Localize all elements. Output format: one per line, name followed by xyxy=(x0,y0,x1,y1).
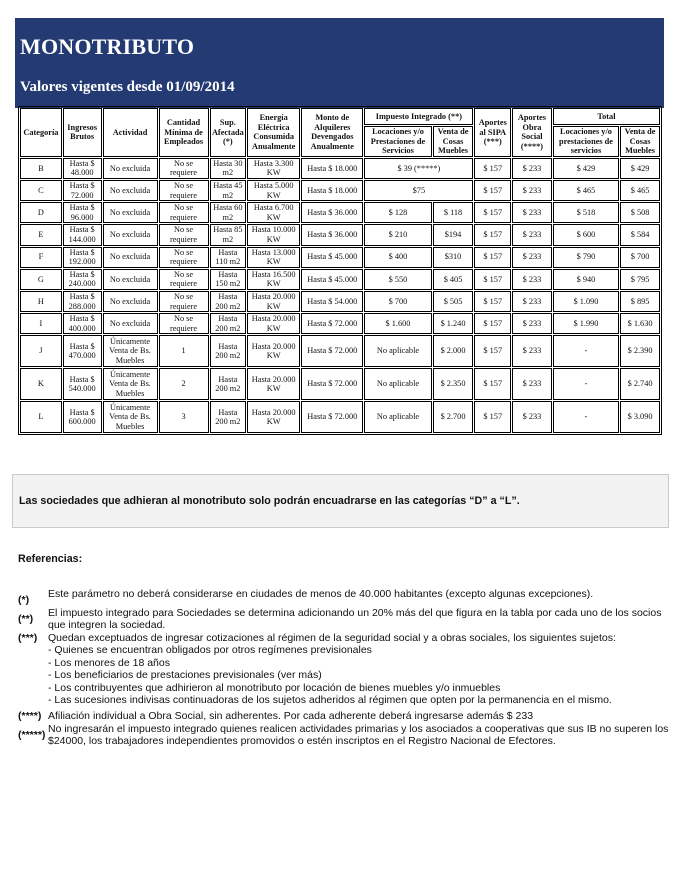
cell-empleados: No se requiere xyxy=(159,313,209,334)
exception-item: - Los beneficiarios de prestaciones previsionales (ver más) xyxy=(48,669,322,682)
cell-energia: Hasta 5.000 KW xyxy=(247,180,300,201)
cell-energia: Hasta 20.000 KW xyxy=(247,368,300,400)
header-impuesto-group: Impuesto Integrado (**) xyxy=(364,108,473,125)
cell-empleados: No se requiere xyxy=(159,247,209,268)
cell-ingresos: Hasta $ 240.000 xyxy=(63,269,102,290)
cell-superficie: Hasta 110 m2 xyxy=(210,247,247,268)
exception-item: - Quienes se encuentran obligados por otros regímenes previsionales xyxy=(48,644,372,657)
note-text: Las sociedades que adhieran al monotributo solo podrán encuadrarse en las categorías “D” a “L”. xyxy=(19,495,520,507)
cell-impuesto-locaciones: No aplicable xyxy=(364,335,431,367)
cell-impuesto-locaciones: $ 1.600 xyxy=(364,313,431,334)
cell-categoria: H xyxy=(20,291,62,312)
cell-energia: Hasta 20.000 KW xyxy=(247,291,300,312)
cell-energia: Hasta 10.000 KW xyxy=(247,224,300,245)
cell-total-venta: $ 584 xyxy=(620,224,660,245)
cell-total-venta: $ 3.090 xyxy=(620,401,660,433)
reference-label: (***) xyxy=(18,632,38,644)
reference-5 xyxy=(18,723,668,749)
header-energia: Energía Eléctrica Consumida Anualmente xyxy=(247,108,300,157)
cell-categoria: I xyxy=(20,313,62,334)
header-superficie: Sup. Afectada (*) xyxy=(210,108,247,157)
table-row xyxy=(20,202,660,223)
cell-superficie: Hasta 200 m2 xyxy=(210,335,247,367)
monotributo-table xyxy=(18,106,662,435)
exception-item: - Las sucesiones indivisas continuadoras de los sujetos adheridos al régimen que opten por la permanencia en el mismo. xyxy=(48,694,612,706)
cell-superficie: Hasta 60 m2 xyxy=(210,202,247,223)
cell-categoria: G xyxy=(20,269,62,290)
cell-total-venta: $ 895 xyxy=(620,291,660,312)
cell-actividad: No excluida xyxy=(103,247,158,268)
cell-empleados: 3 xyxy=(159,401,209,433)
cell-impuesto-venta: $ 405 xyxy=(433,269,474,290)
reference-3 xyxy=(18,632,668,710)
cell-impuesto-locaciones: No aplicable xyxy=(364,368,431,400)
cell-alquileres: Hasta $ 18.000 xyxy=(301,158,363,179)
cell-total-venta: $ 465 xyxy=(620,180,660,201)
cell-empleados: No se requiere xyxy=(159,269,209,290)
cell-total-locaciones: $ 1.990 xyxy=(553,313,619,334)
cell-total-venta: $ 1.630 xyxy=(620,313,660,334)
references-title: Referencias: xyxy=(18,553,83,565)
cell-categoria: K xyxy=(20,368,62,400)
cell-superficie: Hasta 200 m2 xyxy=(210,401,247,433)
cell-alquileres: Hasta $ 18.000 xyxy=(301,180,363,201)
reference-text: El impuesto integrado para Sociedades se determina adicionando un 20% más del que figura en la tabla por cada uno de los socios que integren la sociedad. xyxy=(48,607,662,632)
cell-energia: Hasta 20.000 KW xyxy=(247,313,300,334)
cell-total-locaciones: $ 600 xyxy=(553,224,619,245)
cell-categoria: J xyxy=(20,335,62,367)
cell-categoria: B xyxy=(20,158,62,179)
cell-ingresos: Hasta $ 192.000 xyxy=(63,247,102,268)
cell-total-venta: $ 2.740 xyxy=(620,368,660,400)
cell-actividad: No excluida xyxy=(103,291,158,312)
cell-alquileres: Hasta $ 45.000 xyxy=(301,247,363,268)
cell-total-locaciones: $ 1.090 xyxy=(553,291,619,312)
cell-ingresos: Hasta $ 400.000 xyxy=(63,313,102,334)
table-row xyxy=(20,224,660,245)
cell-categoria: L xyxy=(20,401,62,433)
header-alquileres: Monto de Alquileres Devengados Anualmente xyxy=(301,108,363,157)
cell-actividad: No excluida xyxy=(103,202,158,223)
table-row xyxy=(20,291,660,312)
cell-impuesto-venta: $194 xyxy=(433,224,474,245)
cell-impuesto-locaciones: $ 400 xyxy=(364,247,431,268)
header-empleados: Cantidad Mínima de Empleados xyxy=(159,108,209,157)
cell-obra-social: $ 233 xyxy=(512,335,552,367)
cell-total-locaciones: - xyxy=(553,335,619,367)
cell-obra-social: $ 233 xyxy=(512,180,552,201)
cell-total-locaciones: $ 465 xyxy=(553,180,619,201)
header-impuesto-venta: Venta de Cosas Muebles xyxy=(433,126,474,157)
header-actividad: Actividad xyxy=(103,108,158,157)
cell-impuesto-locaciones: $ 700 xyxy=(364,291,431,312)
cell-obra-social: $ 233 xyxy=(512,368,552,400)
header-obra-social: Aportes Obra Social (****) xyxy=(512,108,552,157)
cell-ingresos: Hasta $ 96.000 xyxy=(63,202,102,223)
cell-energia: Hasta 20.000 KW xyxy=(247,335,300,367)
table-row xyxy=(20,269,660,290)
cell-sipa: $ 157 xyxy=(474,269,511,290)
reference-label: (*****) xyxy=(18,729,46,741)
cell-total-venta: $ 795 xyxy=(620,269,660,290)
cell-superficie: Hasta 30 m2 xyxy=(210,158,247,179)
cell-alquileres: Hasta $ 72.000 xyxy=(301,368,363,400)
cell-total-locaciones: $ 790 xyxy=(553,247,619,268)
cell-impuesto-locaciones: $ 128 xyxy=(364,202,431,223)
reference-2 xyxy=(18,607,668,633)
cell-total-venta: $ 2.390 xyxy=(620,335,660,367)
cell-actividad: Únicamente Venta de Bs. Muebles xyxy=(103,401,158,433)
cell-impuesto-venta: $310 xyxy=(433,247,474,268)
cell-actividad: No excluida xyxy=(103,224,158,245)
header-total-locaciones: Locaciones y/o prestaciones de servicios xyxy=(553,126,619,157)
reference-label: (**) xyxy=(18,613,34,625)
cell-superficie: Hasta 45 m2 xyxy=(210,180,247,201)
cell-impuesto-locaciones: $ 550 xyxy=(364,269,431,290)
header-sipa: Aportes al SIPA (***) xyxy=(474,108,511,157)
cell-empleados: 2 xyxy=(159,368,209,400)
cell-impuesto-locaciones: $ 210 xyxy=(364,224,431,245)
cell-sipa: $ 157 xyxy=(474,313,511,334)
cell-superficie: Hasta 200 m2 xyxy=(210,291,247,312)
cell-ingresos: Hasta $ 288.000 xyxy=(63,291,102,312)
reference-4 xyxy=(18,710,668,724)
exception-item: - Los menores de 18 años xyxy=(48,656,170,669)
cell-empleados: 1 xyxy=(159,335,209,367)
cell-impuesto-venta: $ 2.000 xyxy=(433,335,474,367)
cell-obra-social: $ 233 xyxy=(512,224,552,245)
cell-alquileres: Hasta $ 72.000 xyxy=(301,401,363,433)
cell-alquileres: Hasta $ 54.000 xyxy=(301,291,363,312)
cell-ingresos: Hasta $ 72.000 xyxy=(63,180,102,201)
table-row xyxy=(20,158,660,179)
cell-ingresos: Hasta $ 600.000 xyxy=(63,401,102,433)
cell-actividad: No excluida xyxy=(103,180,158,201)
page-header xyxy=(15,18,664,108)
table-row xyxy=(20,180,660,201)
cell-sipa: $ 157 xyxy=(474,335,511,367)
reference-label: (****) xyxy=(18,710,42,722)
reference-text: No ingresarán el impuesto integrado quienes realicen actividades primarias y los asociados a cooperativas que sus IB no superen los $24000, los trabajadores independientes promovidos o estén inscriptos en el Registro Nacional de Efectores. xyxy=(48,723,669,748)
table-row xyxy=(20,401,660,433)
cell-empleados: No se requiere xyxy=(159,158,209,179)
reference-text: Afiliación individual a Obra Social, sin adherentes. Por cada adherente deberá ingresarse además $ 233 xyxy=(48,710,534,722)
cell-empleados: No se requiere xyxy=(159,224,209,245)
cell-obra-social: $ 233 xyxy=(512,158,552,179)
cell-ingresos: Hasta $ 48.000 xyxy=(63,158,102,179)
cell-total-locaciones: $ 518 xyxy=(553,202,619,223)
header-categoria: Categoría xyxy=(20,108,62,157)
cell-categoria: C xyxy=(20,180,62,201)
header-ingresos: Ingresos Brutos xyxy=(63,108,102,157)
cell-alquileres: Hasta $ 36.000 xyxy=(301,202,363,223)
cell-sipa: $ 157 xyxy=(474,224,511,245)
reference-text: Quedan exceptuados de ingresar cotizaciones al régimen de la seguridad social y a obras sociales, los siguientes sujetos: xyxy=(48,632,616,644)
cell-empleados: No se requiere xyxy=(159,180,209,201)
cell-actividad: No excluida xyxy=(103,158,158,179)
cell-ingresos: Hasta $ 144.000 xyxy=(63,224,102,245)
cell-total-venta: $ 700 xyxy=(620,247,660,268)
cell-total-locaciones: $ 429 xyxy=(553,158,619,179)
cell-actividad: No excluida xyxy=(103,269,158,290)
cell-sipa: $ 157 xyxy=(474,368,511,400)
cell-actividad: No excluida xyxy=(103,313,158,334)
header-total-venta: Venta de Cosas Muebles xyxy=(620,126,660,157)
cell-total-locaciones: - xyxy=(553,368,619,400)
page-subtitle: Valores vigentes desde 01/09/2014 xyxy=(20,79,235,95)
cell-superficie: Hasta 200 m2 xyxy=(210,368,247,400)
cell-energia: Hasta 20.000 KW xyxy=(247,401,300,433)
page-title: MONOTRIBUTO xyxy=(20,34,195,59)
cell-superficie: Hasta 85 m2 xyxy=(210,224,247,245)
cell-sipa: $ 157 xyxy=(474,291,511,312)
cell-ingresos: Hasta $ 540.000 xyxy=(63,368,102,400)
cell-sipa: $ 157 xyxy=(474,401,511,433)
cell-impuesto-integrado: $75 xyxy=(364,180,473,201)
cell-obra-social: $ 233 xyxy=(512,247,552,268)
cell-energia: Hasta 16.500 KW xyxy=(247,269,300,290)
cell-sipa: $ 157 xyxy=(474,158,511,179)
cell-sipa: $ 157 xyxy=(474,247,511,268)
cell-empleados: No se requiere xyxy=(159,202,209,223)
reference-text: Este parámetro no deberá considerarse en ciudades de menos de 40.000 habitantes (excepto algunas excepciones). xyxy=(48,588,594,600)
table-row xyxy=(20,368,660,400)
cell-energia: Hasta 3.300 KW xyxy=(247,158,300,179)
cell-ingresos: Hasta $ 470.000 xyxy=(63,335,102,367)
header-total-group: Total xyxy=(553,108,660,125)
table-row xyxy=(20,313,660,334)
cell-superficie: Hasta 200 m2 xyxy=(210,313,247,334)
cell-alquileres: Hasta $ 72.000 xyxy=(301,335,363,367)
cell-total-locaciones: $ 940 xyxy=(553,269,619,290)
cell-impuesto-venta: $ 118 xyxy=(433,202,474,223)
cell-obra-social: $ 233 xyxy=(512,269,552,290)
exception-item: - Los contribuyentes que adhirieron al monotributo por locación de bienes muebles y/o inmuebles xyxy=(48,681,501,694)
cell-alquileres: Hasta $ 72.000 xyxy=(301,313,363,334)
cell-impuesto-venta: $ 2.350 xyxy=(433,368,474,400)
reference-label: (*) xyxy=(18,594,30,606)
cell-obra-social: $ 233 xyxy=(512,401,552,433)
table-row xyxy=(20,335,660,367)
cell-total-locaciones: - xyxy=(553,401,619,433)
cell-impuesto-locaciones: No aplicable xyxy=(364,401,431,433)
cell-total-venta: $ 508 xyxy=(620,202,660,223)
cell-alquileres: Hasta $ 36.000 xyxy=(301,224,363,245)
header-impuesto-locaciones: Locaciones y/o Prestaciones de Servicios xyxy=(364,126,431,157)
cell-actividad: Únicamente Venta de Bs. Muebles xyxy=(103,368,158,400)
cell-obra-social: $ 233 xyxy=(512,291,552,312)
sociedades-note xyxy=(12,474,669,528)
cell-impuesto-venta: $ 505 xyxy=(433,291,474,312)
cell-categoria: E xyxy=(20,224,62,245)
cell-sipa: $ 157 xyxy=(474,180,511,201)
cell-categoria: F xyxy=(20,247,62,268)
cell-obra-social: $ 233 xyxy=(512,313,552,334)
cell-categoria: D xyxy=(20,202,62,223)
table-row xyxy=(20,247,660,268)
cell-empleados: No se requiere xyxy=(159,291,209,312)
cell-actividad: Únicamente Venta de Bs. Muebles xyxy=(103,335,158,367)
cell-energia: Hasta 6.700 KW xyxy=(247,202,300,223)
cell-impuesto-venta: $ 1.240 xyxy=(433,313,474,334)
cell-obra-social: $ 233 xyxy=(512,202,552,223)
cell-impuesto-venta: $ 2.700 xyxy=(433,401,474,433)
cell-alquileres: Hasta $ 45.000 xyxy=(301,269,363,290)
cell-superficie: Hasta 150 m2 xyxy=(210,269,247,290)
cell-sipa: $ 157 xyxy=(474,202,511,223)
cell-energia: Hasta 13.000 KW xyxy=(247,247,300,268)
cell-impuesto-integrado: $ 39 (*****) xyxy=(364,158,473,179)
cell-total-venta: $ 429 xyxy=(620,158,660,179)
